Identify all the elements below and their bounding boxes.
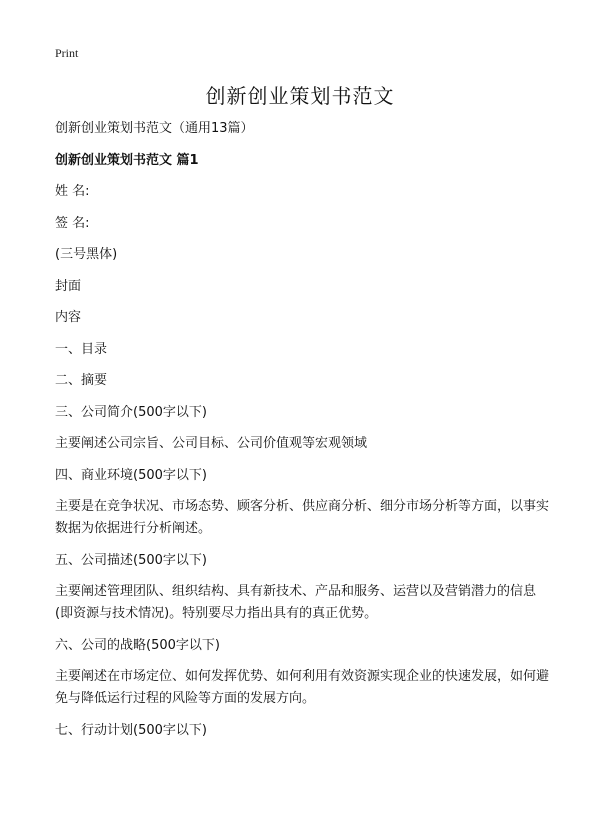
item-abstract: 二、摘要: [55, 373, 108, 388]
paragraph-company-intro-desc: 主要阐述公司宗旨、公司目标、公司价值观等宏观领域: [55, 436, 368, 451]
paragraph-name-field: 姓 名:: [55, 184, 90, 199]
document-body: [55, 118, 550, 751]
paragraph-signature-field: 签 名:: [55, 215, 90, 231]
item-business-environment: 四、商业环境(500字以下): [55, 467, 207, 483]
paragraph-content: 内容: [55, 310, 82, 325]
item-action-plan: 七、行动计划(500字以下): [55, 722, 207, 738]
section-heading: 创新创业策划书范文 篇1: [55, 152, 199, 168]
paragraph-company-description-desc: 主要阐述管理团队、组织结构、具有新技术、产品和服务、运营以及营销潜力的信息(即资源与技术情况)。特别要尽力指出具有的真正优势。: [55, 584, 537, 621]
paragraph-business-environment-desc: 主要是在竞争状况、市场态势、顾客分析、供应商分析、细分市场分析等方面，以事实数据为依据进行分析阐述。: [55, 499, 550, 536]
paragraph-cover: 封面: [55, 278, 82, 294]
print-label: Print: [55, 46, 79, 60]
document-title: 创新创业策划书范文: [205, 84, 395, 108]
document-subtitle: 创新创业策划书范文（通用13篇）: [55, 121, 254, 136]
paragraph-font-note: (三号黑体): [55, 247, 118, 262]
item-company-intro: 三、公司简介(500字以下): [55, 404, 207, 420]
item-company-strategy: 六、公司的战略(500字以下): [55, 637, 220, 653]
paragraph-company-strategy-desc: 主要阐述在市场定位、如何发挥优势、如何利用有效资源实现企业的快速发展，如何避免与降低运行过程的风险等方面的发展方向。: [55, 669, 550, 706]
item-table-of-contents: 一、目录: [55, 341, 108, 357]
item-company-description: 五、公司描述(500字以下): [55, 552, 207, 568]
